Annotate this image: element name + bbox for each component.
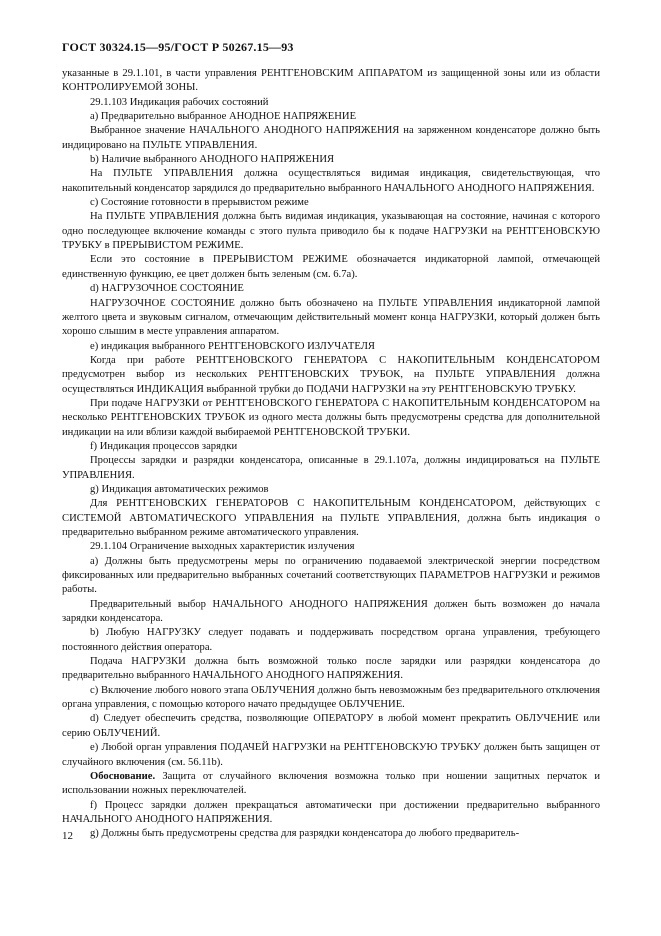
paragraph: Для РЕНТГЕНОВСКИХ ГЕНЕРАТОРОВ С НАКОПИТЕЛЬНЫМ КОНДЕНСАТОРОМ, действующих с СИСТЕМОЙ АВТОМАТИЧЕСКОГО УПРАВЛЕНИЯ на ПУЛЬТЕ УПРАВЛЕНИЯ, должна быть индикация о предварительно выбранном режиме автоматического управления.: [62, 498, 600, 538]
paragraph: Обоснование. Защита от случайного включения возможна только при ношении защитных перчаток и использовании ножных переключателей.: [62, 770, 600, 797]
paragraph: указанные в 29.1.101, в части управления РЕНТГЕНОВСКИМ АППАРАТОМ из защищенной зоны или из области КОНТРОЛИРУЕМОЙ ЗОНЫ.: [62, 68, 600, 94]
paragraph: Выбранное значение НАЧАЛЬНОГО АНОДНОГО НАПРЯЖЕНИЯ на заряженном конденсаторе должно быть индицировано на ПУЛЬТЕ УПРАВЛЕНИЯ.: [62, 125, 600, 151]
paragraph: a) Должны быть предусмотрены меры по ограничению подаваемой электрической энергии посредством фиксированных или предварительно выбранных сочетаний соответствующих ПАРАМЕТРОВ НАГРУЗКИ и режимов работы.: [62, 555, 600, 596]
paragraph: c) Состояние готовности в прерывистом режиме: [90, 197, 309, 209]
paragraph: b) Наличие выбранного АНОДНОГО НАПРЯЖЕНИЯ: [90, 154, 335, 166]
paragraph: b) Любую НАГРУЗКУ следует подавать и поддерживать посредством органа управления, требующего постоянного действия оператора.: [62, 627, 600, 653]
paragraph: f) Индикация процессов зарядки: [90, 440, 238, 452]
paragraph: a) Предварительно выбранное АНОДНОЕ НАПРЯЖЕНИЕ: [90, 111, 357, 123]
paragraph: g) Должны быть предусмотрены средства для разрядки конденсатора до любого предваритель-: [90, 828, 520, 840]
paragraph: Когда при работе РЕНТГЕНОВСКОГО ГЕНЕРАТОРА С НАКОПИТЕЛЬНЫМ КОНДЕНСАТОРОМ предусмотрен выбор из нескольких РЕНТГЕНОВСКИХ ТРУБОК, на ПУЛЬТЕ УПРАВЛЕНИЯ должна осуществляться ИНДИКАЦИЯ выбранной трубки до ПОДАЧИ НАГРУЗКИ на эту РЕНТГЕНОВСКУЮ ТРУБКУ.: [62, 354, 600, 395]
paragraph: Процессы зарядки и разрядки конденсатора, описанные в 29.1.107а, должны индицироваться на ПУЛЬТЕ УПРАВЛЕНИЯ.: [62, 455, 600, 481]
paragraph: e) Любой орган управления ПОДАЧЕЙ НАГРУЗКИ на РЕНТГЕНОВСКУЮ ТРУБКУ должен быть защищен от случайного включения (см. 56.11b).: [62, 742, 600, 768]
paragraph: При подаче НАГРУЗКИ от РЕНТГЕНОВСКОГО ГЕНЕРАТОРА С НАКОПИТЕЛЬНЫМ КОНДЕНСАТОРОМ на несколько РЕНТГЕНОВСКИХ ТРУБОК из одного места должны быть предусмотрены средства для дополнительной индикации на или вблизи каждой выбираемой РЕНТГЕНОВСКОЙ ТРУБКИ.: [62, 397, 600, 438]
paragraph: 29.1.104 Ограничение выходных характеристик излучения: [90, 541, 355, 553]
document-header: ГОСТ 30324.15—95/ГОСТ Р 50267.15—93: [62, 40, 294, 54]
paragraph: d) Следует обеспечить средства, позволяющие ОПЕРАТОРУ в любой момент прекратить ОБЛУЧЕНИЕ или серию ОБЛУЧЕНИЙ.: [62, 713, 600, 739]
paragraph: На ПУЛЬТЕ УПРАВЛЕНИЯ должна быть видимая индикация, указывающая на состояние, начиная с которого одно последующее включение команды с этого пульта приводило бы к подаче НАГРУЗКИ на РЕНТГЕНОВСКУЮ ТРУБКУ в ПРЕРЫВИСТОМ РЕЖИМЕ.: [62, 211, 600, 252]
page-number: 12: [62, 830, 73, 842]
paragraph: Предварительный выбор НАЧАЛЬНОГО АНОДНОГО НАПРЯЖЕНИЯ должен быть возможен до начала зарядки конденсатора.: [62, 598, 600, 625]
paragraph: На ПУЛЬТЕ УПРАВЛЕНИЯ должна осуществляться видимая индикация, свидетельствующая, что накопительный конденсатор зарядился до предварительно выбранного НАЧАЛЬНОГО АНОДНОГО НАПРЯЖЕНИЯ.: [62, 168, 600, 194]
paragraph: Если это состояние в ПРЕРЫВИСТОМ РЕЖИМЕ обозначается индикаторной лампой, отмечающей единственную функцию, ее цвет должен быть зеленым (см. 6.7а).: [62, 254, 600, 280]
paragraph: 29.1.103 Индикация рабочих состояний: [90, 96, 269, 108]
document-body: [62, 67, 600, 842]
paragraph: НАГРУЗОЧНОЕ СОСТОЯНИЕ должно быть обозначено на ПУЛЬТЕ УПРАВЛЕНИЯ индикаторной лампой желтого цвета и звуковым сигналом, отмечающим действительный момент конца НАГРУЗКИ, который должен быть хорошо слышим в месте управления аппаратом.: [62, 297, 600, 338]
paragraph: g) Индикация автоматических режимов: [90, 483, 269, 495]
paragraph: c) Включение любого нового этапа ОБЛУЧЕНИЯ должно быть невозможным без предварительного отключения органа управления, с помощью которого начато предыдущее ОБЛУЧЕНИЕ.: [62, 684, 600, 711]
paragraph: f) Процесс зарядки должен прекращаться автоматически при достижении предварительно выбранного НАЧАЛЬНОГО АНОДНОГО НАПРЯЖЕНИЯ.: [62, 799, 600, 825]
paragraph: d) НАГРУЗОЧНОЕ СОСТОЯНИЕ: [90, 283, 244, 295]
paragraph: e) индикация выбранного РЕНТГЕНОВСКОГО ИЗЛУЧАТЕЛЯ: [90, 340, 375, 352]
paragraph: Подача НАГРУЗКИ должна быть возможной только после зарядки или разрядки конденсатора до предварительно выбранного НАЧАЛЬНОГО АНОДНОГО НАПРЯЖЕНИЯ.: [62, 656, 600, 682]
